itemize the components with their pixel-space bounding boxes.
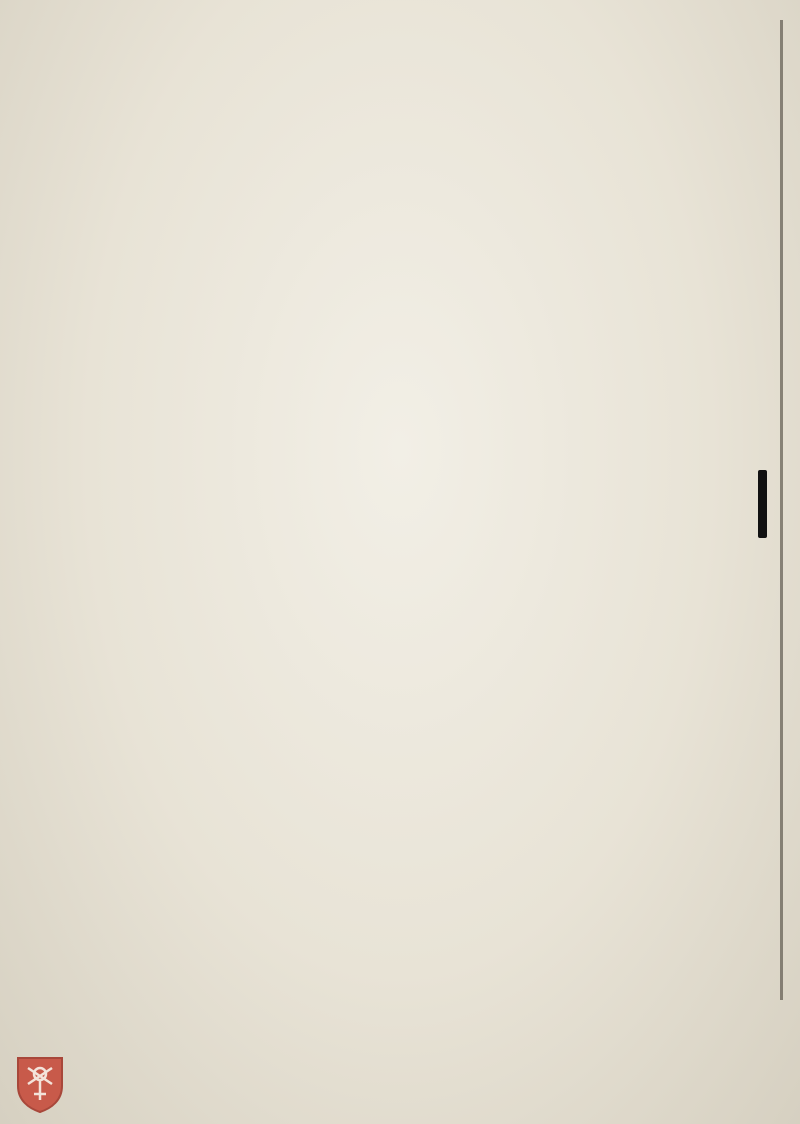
shield-logo-icon <box>14 1054 66 1114</box>
page-header <box>128 36 748 66</box>
page-edge-shadow <box>780 20 783 1000</box>
page-edge-mark <box>758 470 767 538</box>
